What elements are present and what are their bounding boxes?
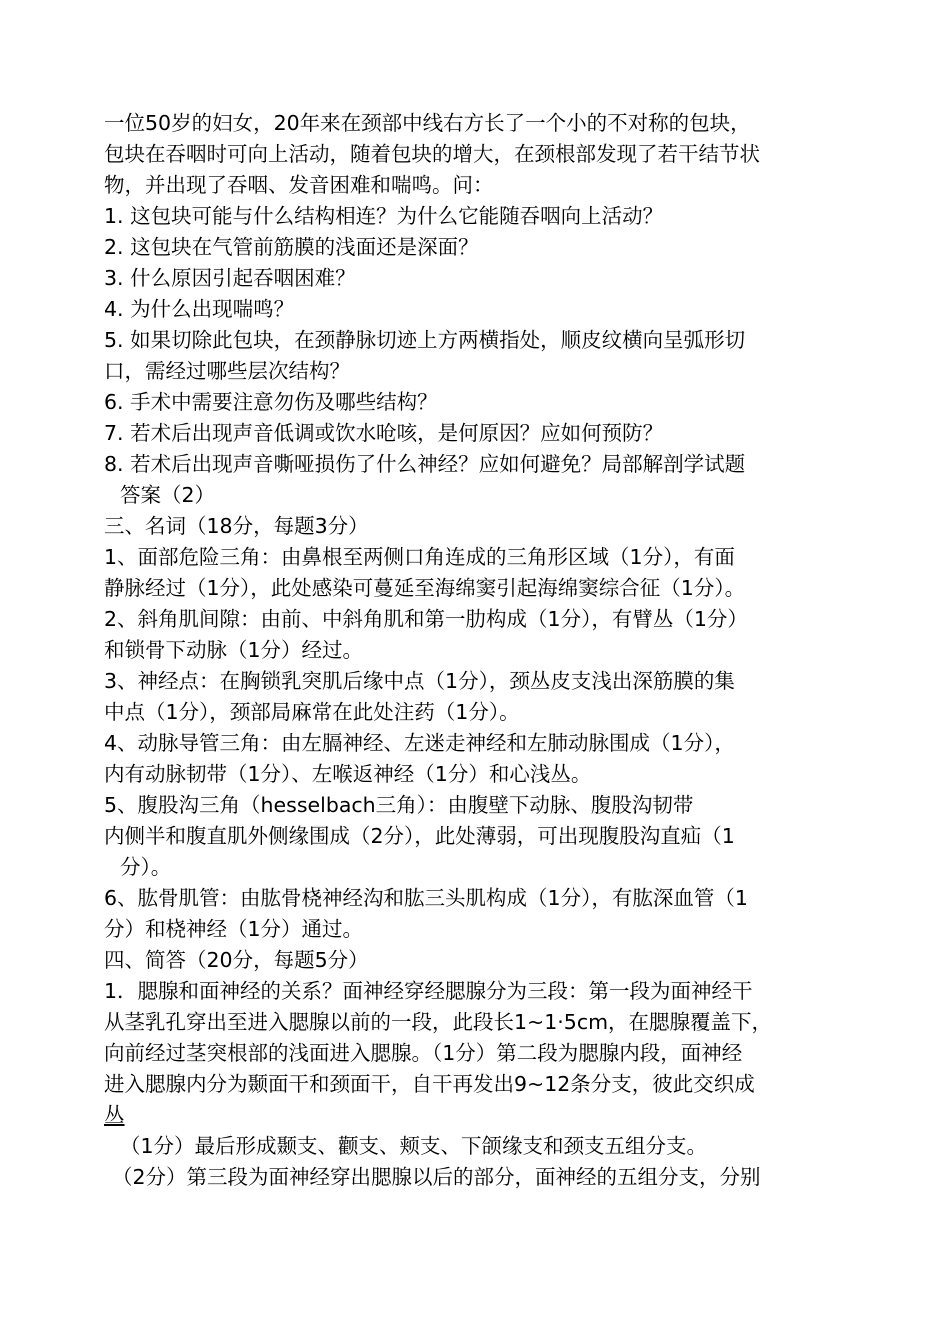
answer-title: 答案（2） bbox=[120, 483, 216, 507]
term-1: 1、面部危险三角：由鼻根至两侧口角连成的三角形区域（1分），有面 bbox=[104, 545, 735, 569]
question-1: 1. 这包块可能与什么结构相连？为什么它能随吞咽向上活动？ bbox=[104, 204, 664, 228]
text-line: 分）和桡神经（1分）通过。 bbox=[104, 917, 364, 941]
term-2: 2、斜角肌间隙：由前、中斜角肌和第一肋构成（1分），有臂丛（1分） bbox=[104, 607, 748, 631]
text-line: 物，并出现了吞咽、发音困难和喘鸣。问： bbox=[104, 173, 494, 197]
term-6: 6、肱骨肌管：由肱骨桡神经沟和肱三头肌构成（1分），有肱深血管（1 bbox=[104, 886, 748, 910]
text-line: 包块在吞咽时可向上活动，随着包块的增大，在颈根部发现了若干结节状 bbox=[104, 142, 760, 166]
section-heading-short-answer: 四、简答（20分，每题5分） bbox=[104, 948, 369, 972]
text-line: 内有动脉韧带（1分）、左喉返神经（1分）和心浅丛。 bbox=[104, 762, 592, 786]
text-line: 和锁骨下动脉（1分）经过。 bbox=[104, 638, 364, 662]
text-line: （2分）第三段为面神经穿出腮腺以后的部分，面神经的五组分支，分别 bbox=[112, 1165, 761, 1189]
question-4: 4. 为什么出现喘鸣？ bbox=[104, 297, 295, 321]
document-body bbox=[104, 108, 874, 1193]
question-2: 2. 这包块在气管前筋膜的浅面还是深面？ bbox=[104, 235, 479, 259]
text-line: 分）。 bbox=[120, 855, 172, 879]
question-8: 8. 若术后出现声音嘶哑损伤了什么神经？应如何避免？局部解剖学试题 bbox=[104, 452, 746, 476]
question-7: 7. 若术后出现声音低调或饮水呛咳，是何原因？应如何预防？ bbox=[104, 421, 664, 445]
question-3: 3. 什么原因引起吞咽困难？ bbox=[104, 266, 356, 290]
term-3: 3、神经点：在胸锁乳突肌后缘中点（1分），颈丛皮支浅出深筋膜的集 bbox=[104, 669, 735, 693]
question-5: 5. 如果切除此包块，在颈静脉切迹上方两横指处，顺皮纹横向呈弧形切 bbox=[104, 328, 746, 352]
question-6: 6. 手术中需要注意勿伤及哪些结构？ bbox=[104, 390, 438, 414]
term-4: 4、动脉导管三角：由左膈神经、左迷走神经和左肺动脉围成（1分）， bbox=[104, 731, 735, 755]
text-line: 向前经过茎突根部的浅面进入腮腺。（1分）第二段为腮腺内段，面神经 bbox=[104, 1041, 743, 1065]
short-answer-1: 1．腮腺和面神经的关系？面神经穿经腮腺分为三段：第一段为面神经干 bbox=[104, 979, 753, 1003]
text-line: 丛 bbox=[104, 1103, 125, 1127]
text-line: 静脉经过（1分），此处感染可蔓延至海绵窦引起海绵窦综合征（1分）。 bbox=[104, 576, 746, 600]
text-line: 中点（1分），颈部局麻常在此处注药（1分）。 bbox=[104, 700, 520, 724]
text-line: 内侧半和腹直肌外侧缘围成（2分），此处薄弱，可出现腹股沟直疝（1 bbox=[104, 824, 735, 848]
section-heading-terms: 三、名词（18分，每题3分） bbox=[104, 514, 369, 538]
text-line: 进入腮腺内分为颞面干和颈面干，自干再发出9~12条分支，彼此交织成 bbox=[104, 1072, 755, 1096]
term-5: 5、腹股沟三角（hesselbach三角）：由腹壁下动脉、腹股沟韧带 bbox=[104, 793, 694, 817]
text-line: 口，需经过哪些层次结构？ bbox=[104, 359, 350, 383]
text-line: 从茎乳孔穿出至进入腮腺以前的一段，此段长1~1·5cm，在腮腺覆盖下， bbox=[104, 1010, 773, 1034]
text-line: 一位50岁的妇女，20年来在颈部中线右方长了一个小的不对称的包块， bbox=[104, 111, 751, 135]
text-line: （1分）最后形成颞支、颧支、颊支、下颌缘支和颈支五组分支。 bbox=[120, 1134, 708, 1158]
